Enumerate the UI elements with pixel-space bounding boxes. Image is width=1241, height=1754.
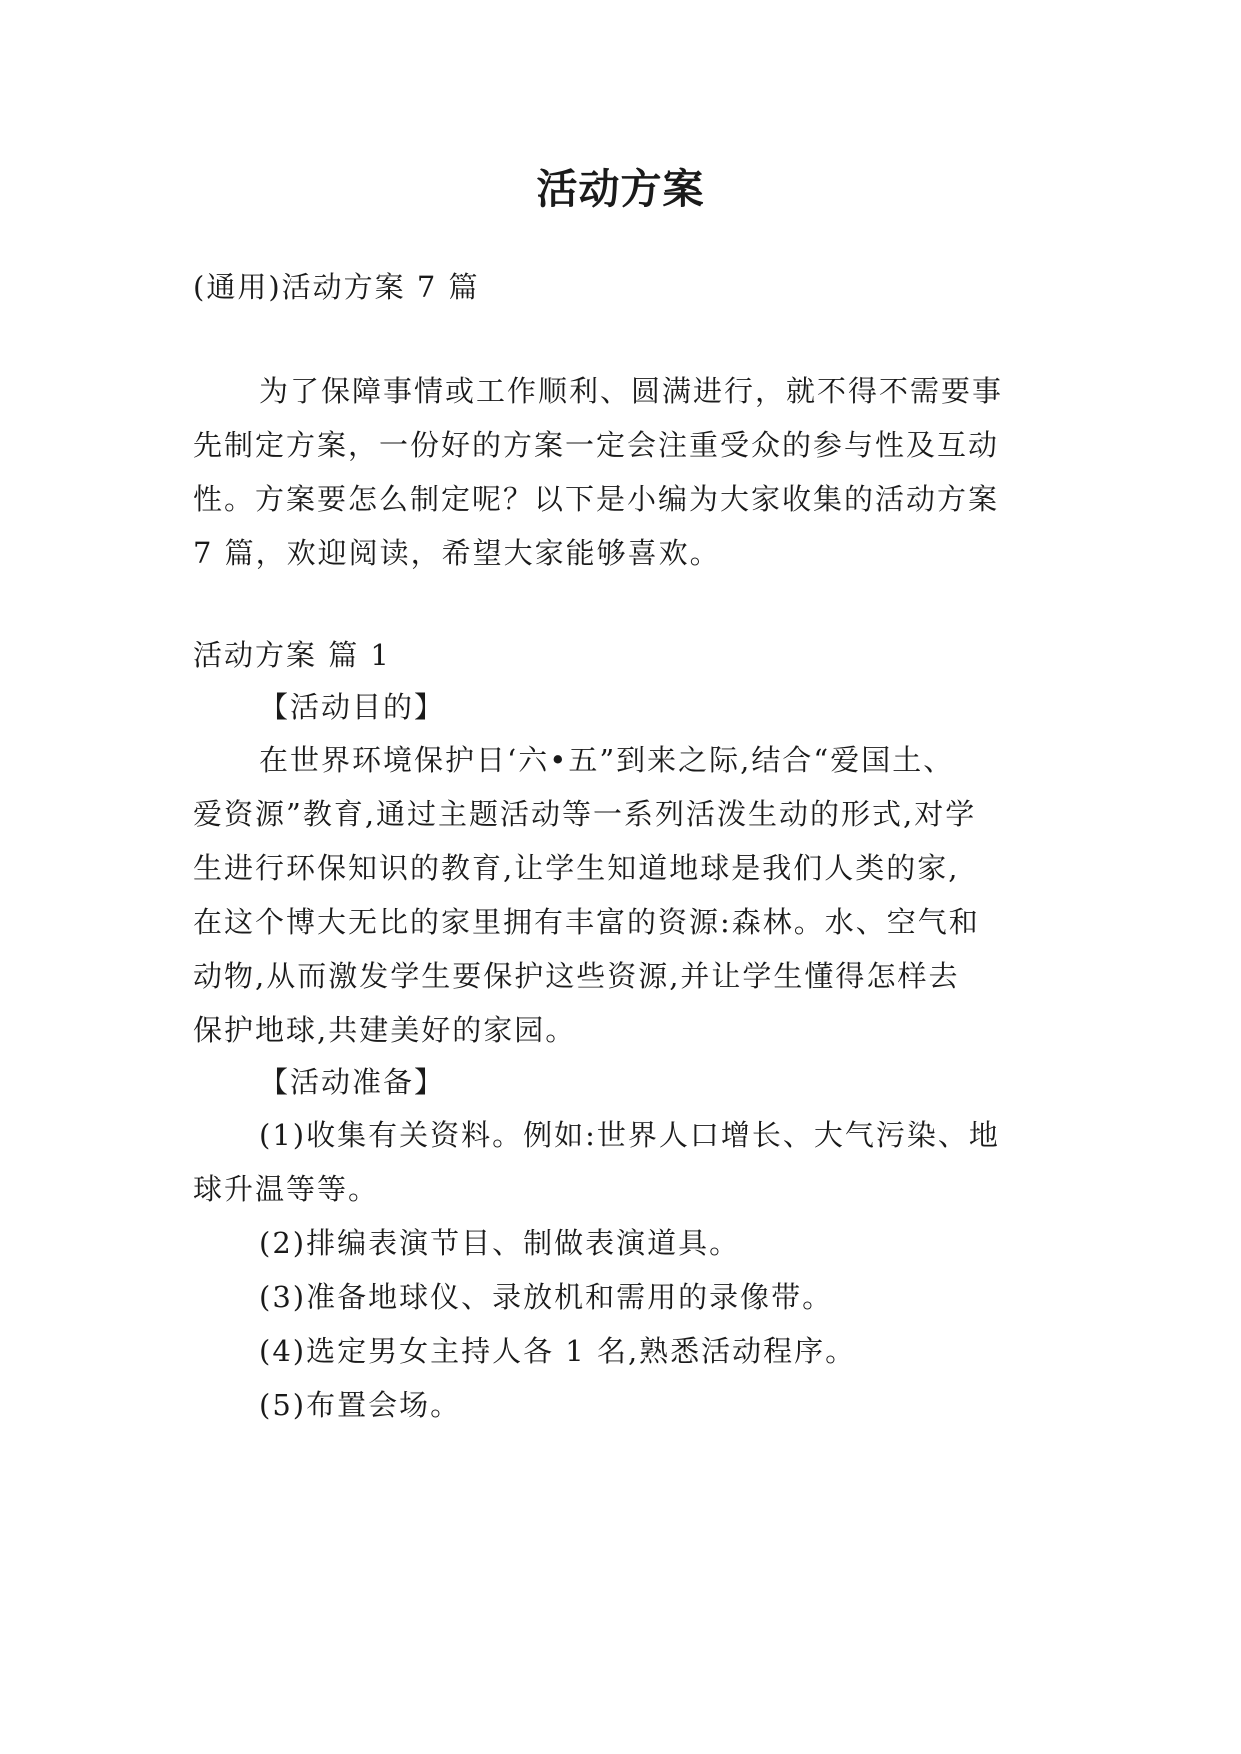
intro-line-2: 先制定方案，一份好的方案一定会注重受众的参与性及互动 — [193, 428, 1000, 462]
purpose-line-4: 在这个博大无比的家里拥有丰富的资源:森林。水、空气和 — [193, 905, 980, 939]
prep-item-4: (4)选定男女主持人各 1 名,熟悉活动程序。 — [259, 1334, 857, 1368]
purpose-line-5: 动物,从而激发学生要保护这些资源,并让学生懂得怎样去 — [193, 959, 960, 993]
document-subtitle: (通用)活动方案 7 篇 — [193, 270, 480, 304]
prep-item-3: (3)准备地球仪、录放机和需用的录像带。 — [259, 1280, 834, 1314]
document-title: 活动方案 — [536, 165, 705, 213]
section-heading: 活动方案 篇 1 — [193, 638, 391, 672]
purpose-heading: 【活动目的】 — [259, 690, 446, 724]
purpose-line-1: 在世界环境保护日‘六•五”到来之际,结合“爱国土、 — [259, 743, 955, 777]
purpose-line-3: 生进行环保知识的教育,让学生知道地球是我们人类的家, — [193, 851, 960, 885]
purpose-line-6: 保护地球,共建美好的家园。 — [193, 1013, 577, 1047]
prep-item-1: (1)收集有关资料。例如:世界人口增长、大气污染、地 — [259, 1118, 1000, 1152]
purpose-line-2: 爱资源”教育,通过主题活动等一系列活泼生动的形式,对学 — [193, 797, 977, 831]
prep-item-1-cont: 球升温等等。 — [193, 1172, 380, 1206]
intro-line-4: 7 篇，欢迎阅读，希望大家能够喜欢。 — [193, 536, 721, 570]
intro-line-1: 为了保障事情或工作顺利、圆满进行，就不得不需要事 — [259, 374, 1004, 408]
intro-line-3: 性。方案要怎么制定呢？以下是小编为大家收集的活动方案 — [193, 482, 1000, 516]
prep-item-5: (5)布置会场。 — [259, 1388, 462, 1422]
prep-item-2: (2)排编表演节目、制做表演道具。 — [259, 1226, 741, 1260]
prep-heading: 【活动准备】 — [259, 1065, 446, 1099]
